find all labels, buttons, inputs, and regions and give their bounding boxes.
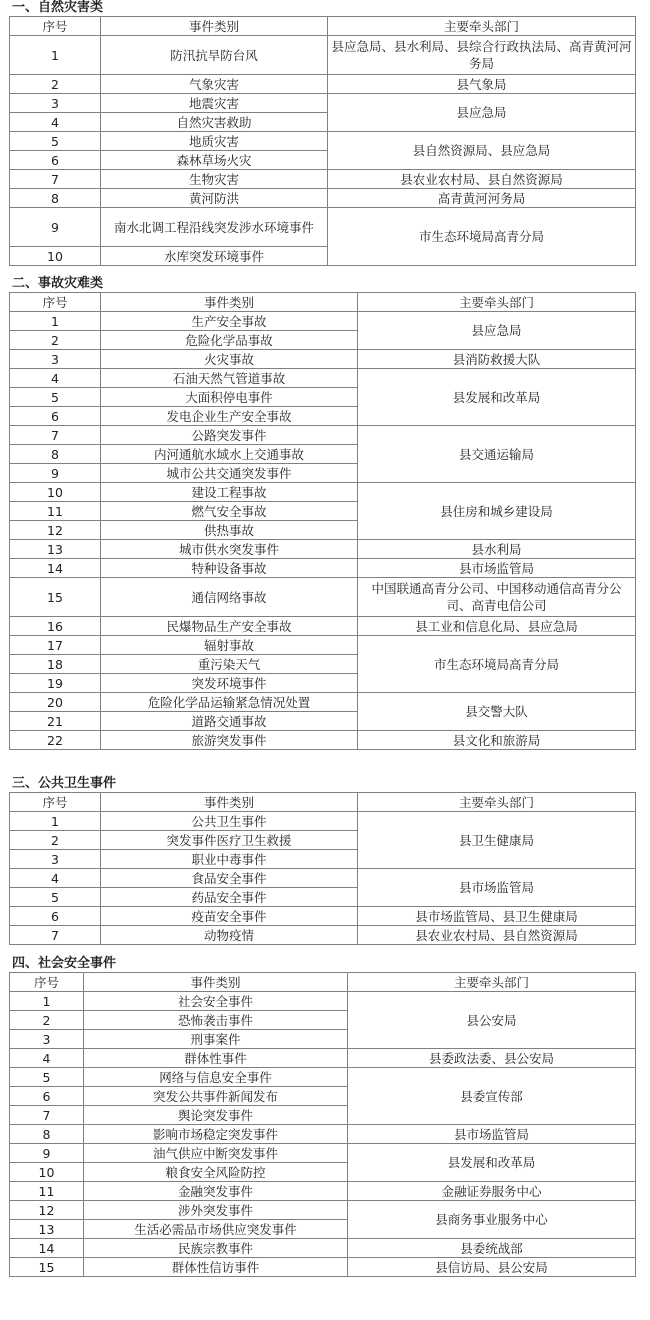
row-category: 黄河防洪 xyxy=(101,189,328,208)
row-category: 刑事案件 xyxy=(84,1030,348,1049)
row-dept: 县委统战部 xyxy=(348,1239,636,1258)
row-dept: 县应急局 xyxy=(358,312,636,350)
table-header-row xyxy=(10,17,636,36)
row-category: 生产安全事故 xyxy=(101,312,358,331)
row-no: 1 xyxy=(10,992,84,1011)
row-no: 10 xyxy=(10,1163,84,1182)
row-category: 突发环境事件 xyxy=(101,674,358,693)
row-no: 10 xyxy=(10,483,101,502)
row-dept: 县商务事业服务中心 xyxy=(348,1201,636,1239)
row-category: 民族宗教事件 xyxy=(84,1239,348,1258)
section-title: 二、事故灾难类 xyxy=(12,276,104,291)
row-category: 影响市场稳定突发事件 xyxy=(84,1125,348,1144)
row-no: 6 xyxy=(10,151,101,170)
table-row xyxy=(10,926,636,945)
row-dept: 县住房和城乡建设局 xyxy=(358,483,636,540)
table-row xyxy=(10,75,636,94)
row-no: 4 xyxy=(10,869,101,888)
table-row xyxy=(10,1144,636,1163)
row-category: 油气供应中断突发事件 xyxy=(84,1144,348,1163)
row-category: 突发公共事件新闻发布 xyxy=(84,1087,348,1106)
row-dept: 金融证券服务中心 xyxy=(348,1182,636,1201)
row-dept: 县工业和信息化局、县应急局 xyxy=(358,617,636,636)
table-row xyxy=(10,1239,636,1258)
row-category: 社会安全事件 xyxy=(84,992,348,1011)
header-dept: 主要牵头部门 xyxy=(328,17,636,36)
row-no: 14 xyxy=(10,1239,84,1258)
row-dept: 县应急局、县水利局、县综合行政执法局、高青黄河河务局 xyxy=(328,36,636,75)
section-title: 三、公共卫生事件 xyxy=(12,776,117,791)
row-dept: 县农业农村局、县自然资源局 xyxy=(358,926,636,945)
row-category: 城市供水突发事件 xyxy=(101,540,358,559)
table-row xyxy=(10,1258,636,1277)
row-category: 群体性事件 xyxy=(84,1049,348,1068)
table-row xyxy=(10,1182,636,1201)
row-dept: 市生态环境局高青分局 xyxy=(328,208,636,266)
row-category: 恐怖袭击事件 xyxy=(84,1011,348,1030)
row-category: 旅游突发事件 xyxy=(101,731,358,750)
row-category: 通信网络事故 xyxy=(101,578,358,617)
table-row xyxy=(10,992,636,1011)
row-category: 城市公共交通突发事件 xyxy=(101,464,358,483)
row-category: 生物灾害 xyxy=(101,170,328,189)
row-dept: 县文化和旅游局 xyxy=(358,731,636,750)
row-dept: 中国联通高青分公司、中国移动通信高青分公司、高青电信公司 xyxy=(358,578,636,617)
table-row xyxy=(10,907,636,926)
row-dept: 县信访局、县公安局 xyxy=(348,1258,636,1277)
row-no: 21 xyxy=(10,712,101,731)
row-dept: 高青黄河河务局 xyxy=(328,189,636,208)
row-dept: 县发展和改革局 xyxy=(358,369,636,426)
row-dept: 县消防救援大队 xyxy=(358,350,636,369)
event-table xyxy=(9,972,636,1277)
table-row xyxy=(10,636,636,655)
row-category: 防汛抗旱防台风 xyxy=(101,36,328,75)
table-row xyxy=(10,1049,636,1068)
row-category: 供热事故 xyxy=(101,521,358,540)
row-no: 12 xyxy=(10,1201,84,1220)
row-category: 南水北调工程沿线突发涉水环境事件 xyxy=(101,208,328,247)
row-no: 13 xyxy=(10,1220,84,1239)
row-category: 燃气安全事故 xyxy=(101,502,358,521)
table-row xyxy=(10,617,636,636)
row-no: 1 xyxy=(10,312,101,331)
header-category: 事件类别 xyxy=(101,293,358,312)
header-dept: 主要牵头部门 xyxy=(358,793,636,812)
table-row xyxy=(10,189,636,208)
row-category: 火灾事故 xyxy=(101,350,358,369)
table-row xyxy=(10,36,636,75)
row-no: 12 xyxy=(10,521,101,540)
table-row xyxy=(10,483,636,502)
table-row xyxy=(10,312,636,331)
row-category: 网络与信息安全事件 xyxy=(84,1068,348,1087)
row-category: 涉外突发事件 xyxy=(84,1201,348,1220)
section-public-health xyxy=(0,776,650,945)
table-row xyxy=(10,540,636,559)
row-no: 3 xyxy=(10,350,101,369)
section-title: 四、社会安全事件 xyxy=(12,956,117,971)
row-no: 3 xyxy=(10,1030,84,1049)
row-no: 13 xyxy=(10,540,101,559)
row-category: 辐射事故 xyxy=(101,636,358,655)
row-no: 20 xyxy=(10,693,101,712)
row-category: 舆论突发事件 xyxy=(84,1106,348,1125)
row-no: 9 xyxy=(10,1144,84,1163)
row-dept: 县交通运输局 xyxy=(358,426,636,483)
row-category: 地质灾害 xyxy=(101,132,328,151)
table-row xyxy=(10,693,636,712)
row-no: 16 xyxy=(10,617,101,636)
header-no: 序号 xyxy=(10,973,84,992)
row-category: 动物疫情 xyxy=(101,926,358,945)
table-row xyxy=(10,812,636,831)
row-dept: 县交警大队 xyxy=(358,693,636,731)
row-no: 4 xyxy=(10,113,101,132)
section-title: 一、自然灾害类 xyxy=(12,0,104,15)
table-row xyxy=(10,369,636,388)
table-header-row xyxy=(10,973,636,992)
row-dept: 县农业农村局、县自然资源局 xyxy=(328,170,636,189)
row-dept: 县自然资源局、县应急局 xyxy=(328,132,636,170)
row-no: 17 xyxy=(10,636,101,655)
row-no: 2 xyxy=(10,331,101,350)
row-no: 19 xyxy=(10,674,101,693)
row-no: 5 xyxy=(10,1068,84,1087)
header-no: 序号 xyxy=(10,793,101,812)
row-dept: 县市场监管局、县卫生健康局 xyxy=(358,907,636,926)
row-category: 突发事件医疗卫生救援 xyxy=(101,831,358,850)
table-row xyxy=(10,869,636,888)
row-category: 危险化学品运输紧急情况处置 xyxy=(101,693,358,712)
row-dept: 县市场监管局 xyxy=(358,869,636,907)
table-row xyxy=(10,731,636,750)
section-accident-disasters xyxy=(0,276,650,750)
row-no: 6 xyxy=(10,1087,84,1106)
table-row xyxy=(10,559,636,578)
row-no: 10 xyxy=(10,247,101,266)
row-category: 气象灾害 xyxy=(101,75,328,94)
table-row xyxy=(10,208,636,247)
row-category: 生活必需品市场供应突发事件 xyxy=(84,1220,348,1239)
row-no: 15 xyxy=(10,1258,84,1277)
header-dept: 主要牵头部门 xyxy=(348,973,636,992)
row-no: 7 xyxy=(10,1106,84,1125)
row-dept: 县卫生健康局 xyxy=(358,812,636,869)
row-dept: 县气象局 xyxy=(328,75,636,94)
header-category: 事件类别 xyxy=(84,973,348,992)
row-no: 4 xyxy=(10,369,101,388)
row-category: 职业中毒事件 xyxy=(101,850,358,869)
row-category: 公路突发事件 xyxy=(101,426,358,445)
table-row xyxy=(10,578,636,617)
table-header-row xyxy=(10,293,636,312)
section-natural-disasters xyxy=(0,0,650,266)
row-dept: 县应急局 xyxy=(328,94,636,132)
row-category: 内河通航水域水上交通事故 xyxy=(101,445,358,464)
row-category: 食品安全事件 xyxy=(101,869,358,888)
row-category: 公共卫生事件 xyxy=(101,812,358,831)
row-no: 7 xyxy=(10,426,101,445)
header-dept: 主要牵头部门 xyxy=(358,293,636,312)
section-social-security xyxy=(0,956,650,1277)
row-dept: 县委宣传部 xyxy=(348,1068,636,1125)
row-category: 水库突发环境事件 xyxy=(101,247,328,266)
table-row xyxy=(10,350,636,369)
header-no: 序号 xyxy=(10,17,101,36)
row-dept: 市生态环境局高青分局 xyxy=(358,636,636,693)
table-row xyxy=(10,94,636,113)
row-dept: 县公安局 xyxy=(348,992,636,1049)
row-no: 3 xyxy=(10,850,101,869)
row-no: 1 xyxy=(10,36,101,75)
row-category: 民爆物品生产安全事故 xyxy=(101,617,358,636)
row-category: 药品安全事件 xyxy=(101,888,358,907)
row-category: 群体性信访事件 xyxy=(84,1258,348,1277)
table-row xyxy=(10,170,636,189)
header-category: 事件类别 xyxy=(101,17,328,36)
row-category: 疫苗安全事件 xyxy=(101,907,358,926)
row-dept: 县市场监管局 xyxy=(358,559,636,578)
row-no: 3 xyxy=(10,94,101,113)
row-no: 5 xyxy=(10,132,101,151)
row-no: 1 xyxy=(10,812,101,831)
row-no: 7 xyxy=(10,170,101,189)
row-no: 6 xyxy=(10,907,101,926)
row-category: 自然灾害救助 xyxy=(101,113,328,132)
row-no: 14 xyxy=(10,559,101,578)
row-no: 2 xyxy=(10,75,101,94)
header-category: 事件类别 xyxy=(101,793,358,812)
row-no: 6 xyxy=(10,407,101,426)
row-category: 地震灾害 xyxy=(101,94,328,113)
event-table xyxy=(9,292,636,750)
row-category: 粮食安全风险防控 xyxy=(84,1163,348,1182)
row-no: 15 xyxy=(10,578,101,617)
row-no: 2 xyxy=(10,1011,84,1030)
table-header-row xyxy=(10,793,636,812)
row-category: 森林草场火灾 xyxy=(101,151,328,170)
row-no: 11 xyxy=(10,1182,84,1201)
row-no: 8 xyxy=(10,445,101,464)
row-no: 22 xyxy=(10,731,101,750)
row-no: 11 xyxy=(10,502,101,521)
row-dept: 县发展和改革局 xyxy=(348,1144,636,1182)
row-category: 发电企业生产安全事故 xyxy=(101,407,358,426)
event-table xyxy=(9,792,636,945)
row-category: 建设工程事故 xyxy=(101,483,358,502)
row-no: 7 xyxy=(10,926,101,945)
row-category: 金融突发事件 xyxy=(84,1182,348,1201)
table-row xyxy=(10,1125,636,1144)
row-dept: 县委政法委、县公安局 xyxy=(348,1049,636,1068)
table-row xyxy=(10,132,636,151)
row-category: 石油天然气管道事故 xyxy=(101,369,358,388)
row-no: 9 xyxy=(10,208,101,247)
header-no: 序号 xyxy=(10,293,101,312)
event-table xyxy=(9,16,636,266)
row-category: 危险化学品事故 xyxy=(101,331,358,350)
row-dept: 县市场监管局 xyxy=(348,1125,636,1144)
row-dept: 县水利局 xyxy=(358,540,636,559)
row-no: 9 xyxy=(10,464,101,483)
row-no: 8 xyxy=(10,1125,84,1144)
row-no: 5 xyxy=(10,888,101,907)
row-no: 2 xyxy=(10,831,101,850)
row-category: 特种设备事故 xyxy=(101,559,358,578)
row-category: 道路交通事故 xyxy=(101,712,358,731)
table-row xyxy=(10,1068,636,1087)
row-category: 大面积停电事件 xyxy=(101,388,358,407)
row-no: 5 xyxy=(10,388,101,407)
table-row xyxy=(10,426,636,445)
row-no: 8 xyxy=(10,189,101,208)
row-no: 18 xyxy=(10,655,101,674)
row-no: 4 xyxy=(10,1049,84,1068)
table-row xyxy=(10,1201,636,1220)
row-category: 重污染天气 xyxy=(101,655,358,674)
